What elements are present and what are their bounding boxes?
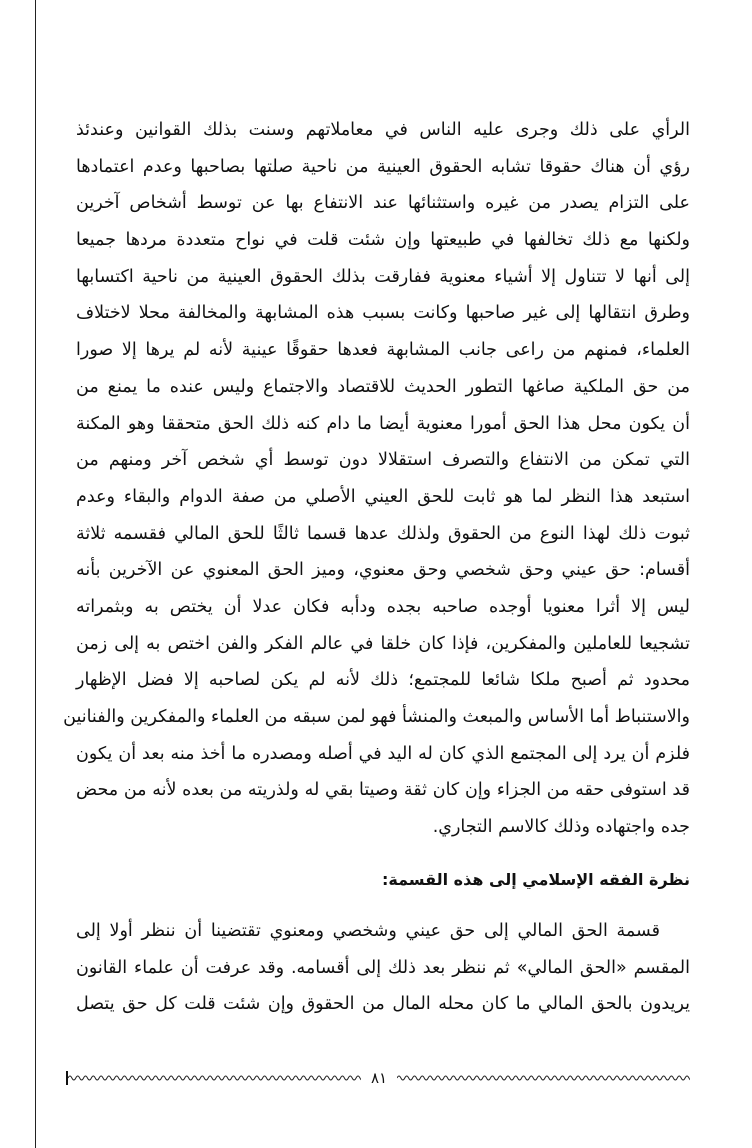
text-line: من حق الملكية صاغها التطور الحديث للاقتصاد والاجتماع وليس عنده ما يمنع من (76, 376, 690, 397)
text-line: إلى أنها لا تتناول إلا أشياء معنوية ففارقت بذلك الحقوق العينية من ناحية اكتسابها (76, 266, 690, 287)
text-line: يريدون بالحق المالي ما كان محله المال من الحقوق وإن شئت قلت كل حق يتصل (76, 994, 690, 1015)
section-heading: نظرة الفقه الإسلامي إلى هذه القسمة: (381, 870, 690, 889)
text-line: رؤي أن هناك حقوقا تشابه الحقوق العينية من ناحية صلتها بصاحبها وعدم اعتمادها (76, 156, 690, 177)
page-footer (66, 1066, 690, 1090)
text-line: ثبوت ذلك لهذا النوع من الحقوق ولذلك عدها قسما ثالثًا للحق المالي فقسمه ثلاثة (76, 523, 690, 544)
paragraph (76, 913, 690, 1023)
page-edge-line (35, 0, 36, 1148)
text-line: محدود ثم أصبح ملكا شائعا للمجتمع؛ ذلك لأنه لم يكن لصاحبه إلا فضل الإظهار (76, 670, 690, 691)
footer-wave-right (397, 1073, 690, 1083)
text-line: التي تمكن من الانتفاع والتصرف استقلالا دون توسط أي شخص آخر ومنهم من (76, 450, 690, 471)
text-line: جده واجتهاده وذلك كالاسم التجاري. (432, 817, 690, 838)
text-line: والاستنباط أما الأساس والمبعث والمنشأ فهو لمن سبقه من العلماء والمفكرين والفنانين (63, 707, 690, 727)
text-line: قسمة الحق المالي إلى حق عيني وشخصي ومعنوي تقتضينا أن ننظر أولا إلى (76, 921, 660, 941)
text-line: وطرق انتقالها إلى غير صاحبها وكانت بسبب هذه المشابهة والمخالفة محلا لاختلاف (76, 303, 690, 324)
text-line: أقسام: حق عيني وحق شخصي وحق معنوي، وميز الحق المعنوي عن الآخرين بأنه (76, 560, 690, 581)
text-line: ليس إلا أثرا معنويا أوجده صاحبه بجده ودأبه فكان عدلا أن يختص به وبثمراته (76, 596, 690, 617)
text-line: قد استوفى حقه من الجزاء وإن كان ثقة وصيتا بقي له ولذريته من بعده لأنه من محض (76, 780, 690, 801)
text-line: تشجيعا للعاملين والمفكرين، فإذا كان خلقا في عالم الفكر والفن اختص به إلى زمن (76, 633, 690, 654)
text-line: على التزام يصدر من غيره واستثنائها عند الانتفاع بها عن توسط أشخاص آخرين (76, 193, 690, 214)
text-line: فلزم أن يرد إلى المجتمع الذي كان له اليد في أصله ومصدره ما أخذ منه بعد أن يكون (76, 743, 690, 764)
body-text (63, 112, 690, 846)
text-line: العلماء، فمنهم من راعى جانب المشابهة فعدها حقوقًا عينية لأنه لم يرها إلا صورا (76, 340, 690, 361)
text-line: الرأي على ذلك وجرى عليه الناس في معاملاتهم وسنت بذلك القوانين وعندئذ (76, 120, 690, 140)
text-line: ولكنها مع ذلك تخالفها في طبيعتها وإن شئت قلت في نواح متعددة مردها جميعا (76, 230, 690, 251)
footer-wave-left (68, 1073, 361, 1083)
text-line: أن يكون محل هذا الحق أمورا معنوية أيضا ما دام كنه ذلك الحق متحققا وهو المكنة (76, 413, 690, 434)
text-line: المقسم «الحق المالي» ثم ننظر بعد ذلك إلى أقسامه. وقد عرفت أن علماء القانون (76, 957, 690, 978)
text-line: استبعد هذا النظر لما هو ثابت للحق العيني الأصلي من صفة الدوام والبقاء وعدم (76, 486, 690, 507)
page-number: ٨١ (370, 1069, 388, 1087)
